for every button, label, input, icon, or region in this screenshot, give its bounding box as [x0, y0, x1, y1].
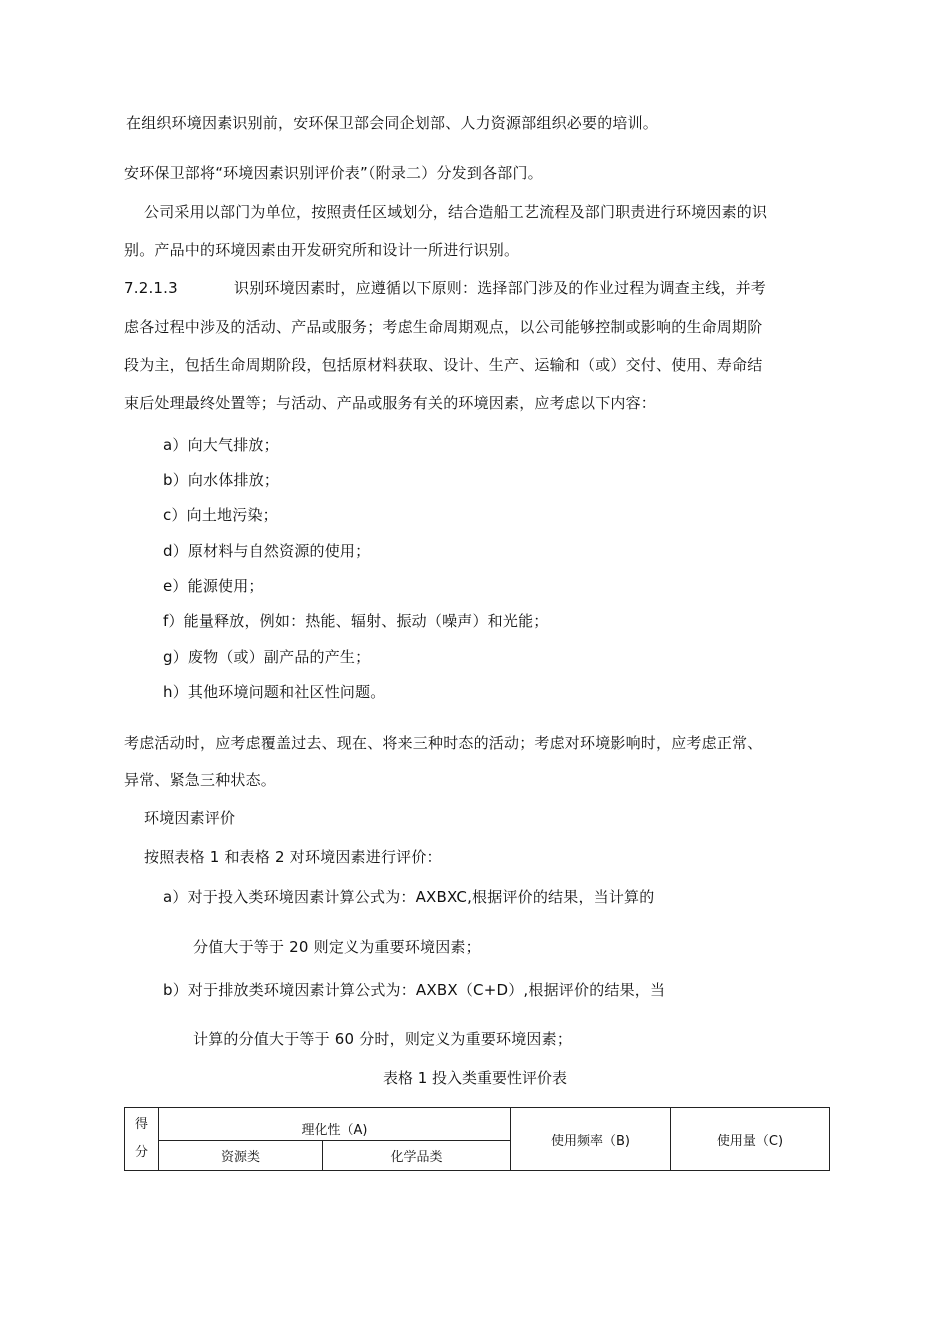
paragraph-activity-line1: 考虑活动时，应考虑覆盖过去、现在、将来三种时态的活动；考虑对环境影响时，应考虑正常、	[124, 734, 763, 752]
score-header-cell	[125, 1108, 159, 1171]
paragraph-department-line1: 公司采用以部门为单位，按照责任区域划分，结合造船工艺流程及部门职责进行环境因素的识	[144, 203, 768, 221]
section-7-2-1-3-line1	[124, 278, 766, 298]
section-line4: 束后处理最终处置等；与活动、产品或服务有关的环境因素，应考虑以下内容：	[124, 394, 657, 412]
score-header-top: 得	[134, 1117, 148, 1132]
section-number: 7.2.1.3	[124, 279, 178, 297]
section-text: 识别环境因素时，应遵循以下原则：选择部门涉及的作业过程为调查主线，并考	[234, 279, 767, 297]
formula-a-line1: a）对于投入类环境因素计算公式为：AXBXC,根据评价的结果，当计算的	[163, 888, 655, 906]
section-line3: 段为主，包括生命周期阶段，包括原材料获取、设计、生产、运输和（或）交付、使用、寿命结	[124, 356, 763, 374]
list-item: b）向水体排放；	[163, 471, 280, 489]
frequency-header: 使用频率（B)	[511, 1108, 671, 1171]
chemical-header: 化学品类	[323, 1141, 511, 1171]
paragraph-distribution: 安环保卫部将“环境因素识别评价表”（附录二）分发到各部门。	[124, 164, 543, 182]
paragraph-activity-line2: 异常、紧急三种状态。	[124, 771, 277, 789]
list-item: g）废物（或）副产品的产生；	[163, 648, 371, 666]
table-caption: 表格 1 投入类重要性评价表	[382, 1069, 568, 1087]
paragraph-training: 在组织环境因素识别前，安环保卫部会同企划部、人力资源部组织必要的培训。	[126, 114, 659, 132]
evaluation-heading: 环境因素评价	[144, 809, 236, 827]
formula-b-line2: 计算的分值大于等于 60 分时，则定义为重要环境因素；	[193, 1030, 573, 1048]
list-item: h）其他环境问题和社区性问题。	[163, 683, 386, 701]
formula-a-line2: 分值大于等于 20 则定义为重要环境因素；	[193, 938, 481, 956]
evaluation-intro: 按照表格 1 和表格 2 对环境因素进行评价：	[144, 848, 442, 866]
physchem-header: 理化性（A)	[159, 1108, 511, 1141]
list-item: e）能源使用；	[163, 577, 264, 595]
input-importance-table	[124, 1107, 830, 1171]
resource-header: 资源类	[159, 1141, 323, 1171]
list-item: a）向大气排放；	[163, 436, 279, 454]
formula-b-line1: b）对于排放类环境因素计算公式为：AXBX（C+D）,根据评价的结果，当	[163, 981, 666, 999]
usage-header: 使用量（C)	[671, 1108, 830, 1171]
list-item: d）原材料与自然资源的使用；	[163, 542, 371, 560]
list-item: c）向土地污染；	[163, 506, 278, 524]
list-item: f）能量释放，例如：热能、辐射、振动（噪声）和光能；	[163, 612, 549, 630]
paragraph-department-line2: 别。产品中的环境因素由开发研究所和设计一所进行识别。	[124, 241, 520, 259]
score-header-bottom: 分	[134, 1145, 148, 1160]
section-line2: 虑各过程中涉及的活动、产品或服务；考虑生命周期观点，以公司能够控制或影响的生命周期阶	[124, 318, 763, 336]
